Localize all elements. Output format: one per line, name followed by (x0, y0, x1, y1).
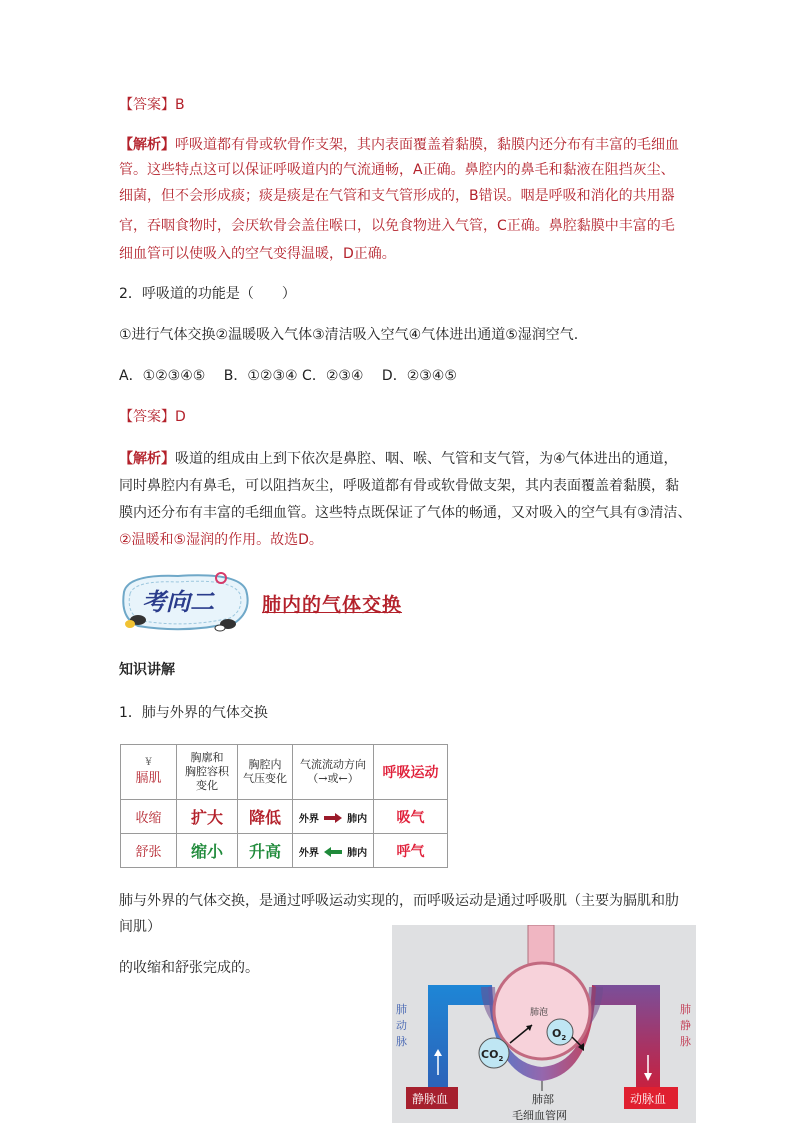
capillary-network-label: 肺部 毛细血管网 (512, 1093, 567, 1122)
header-diaphragm: ¥ 膈肌 (121, 745, 177, 800)
q2-items: ①进行气体交换②温暖吸入气体③清洁吸入空气④气体进出通道⑤湿润空气. (119, 327, 579, 343)
cell-volume: 缩小 (177, 834, 238, 868)
knowledge-sub1: 1．肺与外界的气体交换 (119, 705, 268, 721)
cell-motion: 吸气 (374, 800, 448, 834)
cell-flow: 外界 肺内 (293, 834, 374, 868)
o2-label: $O_2$ (552, 1027, 567, 1042)
para-line-1: 肺与外界的气体交换，是通过呼吸运动实现的，而呼吸运动是通过呼吸肌（主要为膈肌和肋 (119, 893, 679, 909)
venous-blood-label: 静脉血 (412, 1092, 449, 1106)
q1-analysis-line-1 (119, 135, 679, 155)
q1-answer-line (119, 95, 185, 115)
analysis-text: 呼吸道都有骨或软骨作支架，其内表面覆盖着黏膜，黏膜内还分布有丰富的毛细血 (175, 137, 679, 153)
section-badge-text: 考向二 (142, 587, 214, 616)
q2-analysis-line-1 (119, 449, 678, 469)
answer-value: D (175, 409, 186, 425)
para-line-2: 间肌） (119, 919, 161, 935)
pulmonary-vein-label: 肺 静 脉 (680, 1003, 691, 1048)
cell-muscle: 收缩 (121, 800, 177, 834)
cell-volume: 扩大 (177, 800, 238, 834)
left-arrow-icon (324, 847, 342, 857)
knowledge-heading: 知识讲解 (119, 662, 175, 678)
pulmonary-artery-label: 肺 动 脉 (396, 1003, 407, 1048)
cell-flow: 外界 肺内 (293, 800, 374, 834)
para-line-3: 的收缩和舒张完成的。 (119, 960, 259, 976)
header-pressure: 胸腔内 气压变化 (238, 745, 293, 800)
alveolus-label: 肺泡 (530, 1008, 549, 1018)
arterial-blood-label: 动脉血 (630, 1092, 667, 1106)
header-volume: 胸廓和 胸腔容积 变化 (177, 745, 238, 800)
table-row (121, 834, 448, 868)
respiration-table (120, 744, 448, 868)
header-text: 膈肌 (135, 770, 162, 786)
q2-options: A．①②③④⑤ B．①②③④ C．②③④ D．②③④⑤ (119, 368, 457, 384)
q1-analysis-line-5: 细血管可以使吸入的空气变得温暖，D正确。 (119, 246, 396, 262)
answer-tag: 【答案】 (119, 97, 175, 113)
q1-analysis-line-3: 细菌，但不会形成痰；痰是痰是在气管和支气管形成的，B错误。咽是呼吸和消化的共用器 (119, 188, 675, 204)
cell-pressure: 升高 (238, 834, 293, 868)
q1-analysis-line-4: 官，吞咽食物时，会厌软骨会盖住喉口，以免食物进入气管，C正确。鼻腔黏膜中丰富的毛 (119, 218, 675, 234)
analysis-text: 吸道的组成由上到下依次是鼻腔、咽、喉、气管和支气管，为④气体进出的通道， (175, 451, 678, 467)
answer-value: B (175, 97, 185, 113)
cell-pressure: 降低 (238, 800, 293, 834)
answer-tag: 【答案】 (119, 409, 175, 425)
analysis-tag: 【解析】 (119, 137, 175, 153)
right-arrow-icon (324, 813, 342, 823)
section-title: 肺内的气体交换 (262, 594, 403, 616)
header-motion: 呼吸运动 (374, 745, 448, 800)
alveolus-diagram (392, 925, 696, 1123)
cell-motion: 呼气 (374, 834, 448, 868)
q2-answer-line (119, 407, 186, 427)
table-row (121, 800, 448, 834)
analysis-tag: 【解析】 (119, 451, 175, 467)
header-flow: 气流流动方向 （→或←） (293, 745, 374, 800)
header-text: 胸廓和 (190, 751, 224, 764)
co2-label: $CO_2$ (481, 1048, 504, 1063)
q1-analysis-line-2: 管。这些特点这可以保证呼吸道内的气流通畅，A正确。鼻腔内的鼻毛和黏液在阻挡灰尘、 (119, 162, 675, 178)
cell-muscle: 舒张 (121, 834, 177, 868)
section-badge (118, 570, 253, 635)
q2-stem: 2．呼吸道的功能是（ ） (119, 286, 296, 302)
q2-analysis-line-4: ②温暖和⑤湿润的作用。故选D。 (119, 532, 323, 548)
q2-analysis-line-2: 同时鼻腔内有鼻毛，可以阻挡灰尘，呼吸道都有骨或软骨做支架，其内表面覆盖着黏膜，黏 (119, 478, 679, 494)
q2-analysis-line-3: 膜内还分布有丰富的毛细血管。这些特点既保证了气体的畅通，又对吸入的空气具有③清洁、 (119, 505, 692, 521)
